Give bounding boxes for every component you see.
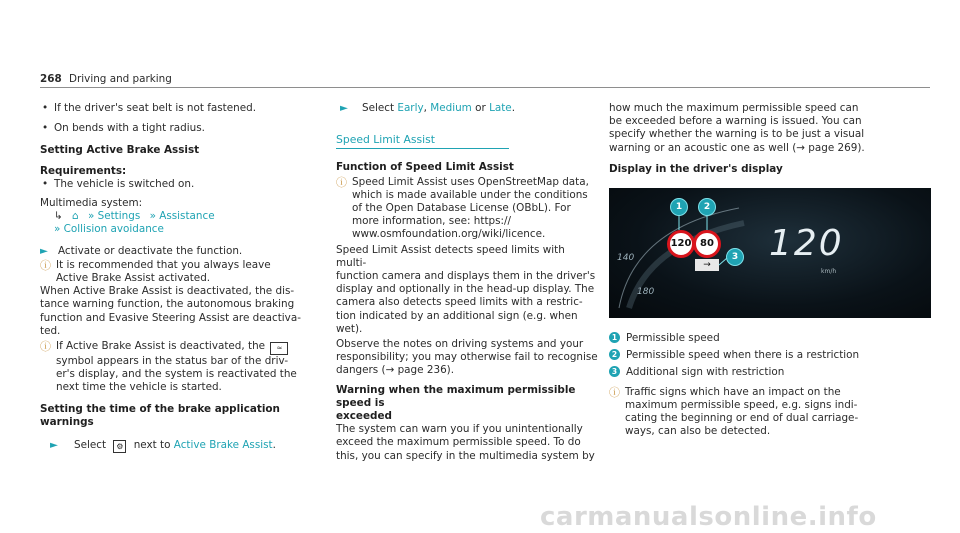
note-line <box>56 340 330 355</box>
column-3 <box>609 102 931 176</box>
page-number: 268 <box>40 73 62 85</box>
info-note <box>336 176 598 242</box>
text-line: When Active Brake Assist is deactivated, the dis- <box>40 285 295 298</box>
legend-item <box>609 332 931 345</box>
note-line: Traffic signs which have an impact on the <box>625 385 841 398</box>
text-line: function and Evasive Steering Assist are deactiva- <box>40 311 301 324</box>
note-line: symbol appears in the status bar of the driv- <box>56 355 289 368</box>
note-text: If Active Brake Assist is deactivated, the <box>56 340 266 353</box>
multimedia-label: Multimedia system: <box>40 197 143 210</box>
watermark: carmanualsonline.info <box>540 502 877 532</box>
heading-setting-active-brake-assist: Setting Active Brake Assist <box>40 144 200 157</box>
text-line: The system can warn you if you unintentionally <box>336 423 583 436</box>
or-text: or <box>475 102 486 114</box>
tick-label-140: 140 <box>617 253 635 263</box>
callout-3: 3 <box>726 248 744 266</box>
action-arrow-icon: ► <box>340 102 348 114</box>
nav-assistance-link[interactable]: Assistance <box>159 210 215 223</box>
speed-limit-sign-80: 80 <box>693 230 721 258</box>
callout-1: 1 <box>670 198 688 216</box>
legend-number: 1 <box>609 332 620 343</box>
note-line: Active Brake Assist activated. <box>56 272 211 285</box>
paragraph-howmuch <box>609 102 931 155</box>
text-line: function camera and displays them in the driver's <box>336 270 596 283</box>
note-line: Speed Limit Assist uses OpenStreetMap data, <box>352 175 589 188</box>
nav-settings-link[interactable]: Settings <box>97 210 141 223</box>
heading-display: Display in the driver's display <box>609 162 783 175</box>
brake-assist-off-icon: ≈ <box>270 342 288 355</box>
requirement-item: • The vehicle is switched on. <box>40 178 330 191</box>
active-brake-assist-link[interactable]: Active Brake Assist <box>173 439 273 452</box>
legend-text: Additional sign with restriction <box>626 366 785 379</box>
note-line: maximum permissible speed, e.g. signs indi- <box>625 398 858 411</box>
note-line: which is made available under the conditions <box>352 188 588 201</box>
column-2 <box>336 102 598 463</box>
section-name: Driving and parking <box>69 73 172 85</box>
text-line: exceed the maximum permissible speed. To do <box>336 436 581 449</box>
legend-text: Permissible speed when there is a restriction <box>626 349 860 362</box>
text-line: this, you can specify in the multimedia system by <box>336 449 595 462</box>
drivers-display-image <box>609 188 931 318</box>
action-step: ► Select Early, Medium or Late. <box>340 102 515 114</box>
nav-collision-avoidance-link[interactable]: Collision avoidance <box>63 223 164 236</box>
note-line: cating the beginning or end of dual carriage- <box>625 412 859 425</box>
legend-number: 2 <box>609 349 620 360</box>
text-line: camera also detects speed limits with a restric- <box>336 296 583 309</box>
page-header <box>40 73 172 86</box>
info-note <box>609 386 931 439</box>
text-line: Observe the notes on driving systems and your <box>336 338 584 351</box>
note-line: ways, can also be detected. <box>625 425 771 438</box>
legend-text: Permissible speed <box>626 332 720 344</box>
text-line: tion indicated by an additional sign (e.g. when <box>336 309 578 322</box>
info-icon: ⓘ <box>609 385 620 399</box>
action-arrow-icon: ► <box>50 439 58 452</box>
heading-line: Warning when the maximum permissible speed is <box>336 383 576 409</box>
text-line: tance warning function, the autonomous braking <box>40 298 295 311</box>
legend-number: 3 <box>609 366 620 377</box>
tick-label-180: 180 <box>637 287 655 297</box>
select-text: Select <box>362 102 395 114</box>
header-rule <box>40 87 930 88</box>
heading-brake-warning-time: Setting the time of the brake application warnings <box>40 402 280 428</box>
requirements-label: Requirements: <box>40 164 127 177</box>
next-to-text: next to <box>133 439 171 452</box>
action-text: Activate or deactivate the function. <box>58 244 243 257</box>
heading-function-speed-limit: Function of Speed Limit Assist <box>336 161 514 174</box>
return-arrow-icon: ↳ <box>54 210 63 223</box>
info-icon: ⓘ <box>40 340 51 354</box>
note-line: er's display, and the system is reactivated the <box>56 368 297 381</box>
option-early[interactable]: Early <box>397 102 424 114</box>
page-reference-link[interactable]: warning or an acoustic one as well (→ page 269). <box>609 141 865 154</box>
note-line: of the Open Database License (OBbL). For <box>352 202 571 215</box>
info-note <box>40 340 330 395</box>
action-step <box>40 439 330 453</box>
note-line: next time the vehicle is started. <box>56 381 222 394</box>
callout-2: 2 <box>698 198 716 216</box>
nav-path-1 <box>40 210 330 223</box>
home-icon[interactable]: ⌂ <box>72 210 79 223</box>
chevron-right-icon: » <box>149 210 156 223</box>
chevron-right-icon: » <box>54 223 61 236</box>
legend-item <box>609 349 931 362</box>
note-line: www.osmfoundation.org/wiki/licence. <box>352 228 546 241</box>
text-line: responsibility; you may otherwise fail to recognise <box>336 351 598 364</box>
option-medium[interactable]: Medium <box>430 102 472 114</box>
heading-line: exceeded <box>336 410 392 423</box>
page-reference-link[interactable]: dangers (→ page 236). <box>336 364 455 377</box>
additional-sign: → <box>695 259 719 271</box>
text-line: wet). <box>336 322 363 335</box>
text-line: ted. <box>40 324 61 337</box>
text-line: be exceeded before a warning is issued. You can <box>609 115 862 128</box>
settings-gear-icon[interactable]: ⚙ <box>113 440 126 453</box>
speed-limit-sign-120: 120 <box>667 230 695 258</box>
paragraph-observe <box>336 338 598 378</box>
section-speed-limit-assist <box>336 133 598 149</box>
heading-warning-exceeded <box>336 384 598 424</box>
note-line: more information, see: https:// <box>352 215 512 228</box>
bullet-item: • If the driver's seat belt is not fastened. <box>40 102 330 115</box>
note-line: It is recommended that you always leave <box>56 258 271 271</box>
section-rule <box>336 148 509 149</box>
section-title: Speed Limit Assist <box>336 133 435 147</box>
current-speed: 120 <box>769 223 844 264</box>
column-1 <box>40 102 330 453</box>
info-icon: ⓘ <box>40 258 51 272</box>
paragraph-warn <box>336 423 598 463</box>
legend-item <box>609 366 931 379</box>
action-arrow-icon: ► <box>40 244 48 257</box>
period: . <box>272 439 276 452</box>
option-late[interactable]: Late <box>489 102 512 114</box>
nav-path-2 <box>40 223 330 236</box>
chevron-right-icon: » <box>87 210 95 223</box>
paragraph-detects <box>336 244 598 336</box>
bullet-item: • On bends with a tight radius. <box>40 122 330 135</box>
text-line: Speed Limit Assist detects speed limits with multi- <box>336 243 565 269</box>
select-text: Select <box>74 439 107 452</box>
info-note <box>40 259 330 285</box>
paragraph-deactivated <box>40 285 330 338</box>
text-line: display and optionally in the head-up display. The <box>336 283 595 296</box>
text-line: specify whether the warning is to be just a visual <box>609 128 865 141</box>
action-step <box>40 245 330 258</box>
info-icon: ⓘ <box>336 175 347 189</box>
text-line: how much the maximum permissible speed can <box>609 102 859 114</box>
image-legend <box>609 332 931 438</box>
speed-unit: km/h <box>821 268 837 275</box>
